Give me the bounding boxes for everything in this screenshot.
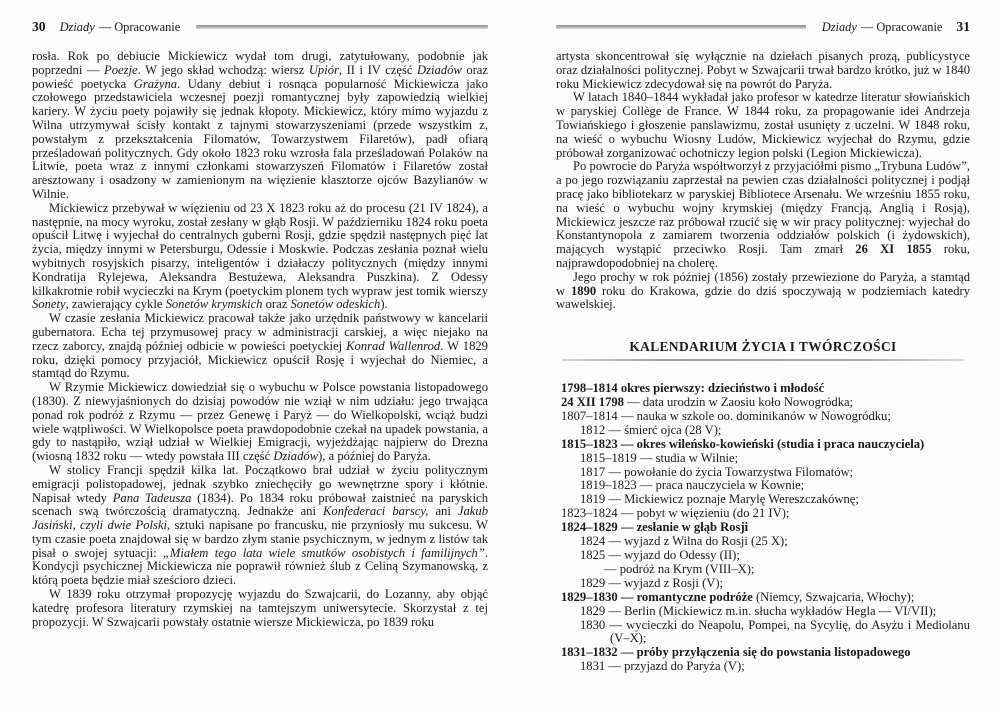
text-run: rosła. Rok po debiucie Mickiewicz wydał tom drugi, zatytułowany, podobnie jak poprzedni — [32, 49, 488, 77]
text-run: 1825 — wyjazd do Odessy (II); [580, 548, 740, 563]
timeline-entry [556, 549, 970, 563]
text-run: 1815–1819 — studia w Wilnie; [580, 450, 739, 465]
right-page-body [556, 50, 970, 312]
text-run: 1829 — Berlin (Mickiewicz m.in. słucha wykładów Hegla — VI/VII); [580, 603, 937, 618]
section-heading-kalendarium: KALENDARIUM ŻYCIA I TWÓRCZOŚCI [629, 339, 897, 355]
timeline-entry [556, 577, 970, 591]
timeline-entry [556, 452, 970, 466]
page-right-header [556, 20, 970, 34]
text-run: ani [428, 504, 458, 519]
page-number-right: 31 [956, 19, 970, 34]
timeline-entry [556, 466, 970, 480]
paragraph [556, 50, 970, 91]
timeline-entry [556, 479, 970, 493]
text-run: Pana Tadeusza [112, 490, 192, 505]
text-run: 1890 [570, 283, 597, 298]
text-run: Sonetów odeskich [290, 297, 381, 312]
text-run: Upiór [308, 62, 339, 77]
timeline-entry [556, 507, 970, 521]
page-left-header [32, 20, 488, 34]
timeline-entry [556, 521, 970, 535]
timeline-entry [556, 646, 970, 660]
text-run: „Miałem tego lata wiele smutków osobistych i familijnych” [162, 545, 485, 560]
text-run: oraz [262, 297, 291, 312]
text-run: . W 1829 roku, dzięki pomocy przyjaciół, Mickiewicz opuścił Rosję i wyjechał do Niemiec, a stamtąd do Rzymu. [32, 338, 488, 381]
timeline-entry [556, 493, 970, 507]
text-run: 1831–1832 — próby przyłączenia się do powstania listopadowego [561, 645, 911, 660]
paragraph [32, 312, 488, 381]
header-rule [556, 25, 806, 29]
timeline-entry [556, 591, 970, 605]
text-run: — data urodzin w Zaosiu koło Nowogródka; [623, 395, 854, 410]
text-run: oraz powieść poetycka [32, 62, 488, 91]
text-run: 1812 — śmierć ojca (28 V); [580, 422, 722, 437]
text-run: . Kondycji psychicznej Mickiewicza nie poprawił również ślub z Celiną Szymanowską, z którą poeta będzie miał sześcioro dzieci. [32, 545, 488, 588]
text-run: Mickiewicz przebywał w więzieniu od 23 X 1823 roku aż do procesu (21 IV 1824), a następnie, na mocy wyroku, został zesłany w głąb Rosji. W październiku 1824 roku poeta opuścił Litwę i wyjechał do centralnych guberni Rosji, gdzie spędził następnych pięć lat życia, między innymi w Petersburgu, Odessie i Moskwie. Podczas zesłania poznał wielu wybitnych rosyjskich pisarzy, inteligentów i działaczy politycznych (między innymi Kondratija Rylejewa, Aleksandra Bestużewa, Aleksandra Puszkina). Z Odessy kilkakrotnie robił wycieczki na Krym (poetyckim plonem tych wypraw jest tomik wierszy [32, 200, 488, 298]
text-run: 1829–1830 — romantyczne podróże [561, 589, 753, 604]
running-title-suffix: — Opracowanie [860, 20, 943, 34]
timeline-entry [556, 619, 970, 647]
text-run: . W jego skład wchodzą: wiersz [137, 62, 309, 77]
text-run: Jego prochy w rok później (1856) zostały przewiezione do Paryża, a stamtąd w [556, 269, 970, 298]
text-run: 26 XI 1855 [855, 242, 932, 257]
paragraph [556, 160, 970, 270]
text-run: , II i IV część [338, 62, 417, 77]
text-run: 1815–1823 — okres wileńsko-kowieński (studia i praca nauczyciela) [561, 436, 925, 451]
timeline-entry [556, 563, 970, 577]
text-run: Konrad Wallenrod [346, 338, 441, 353]
text-run: sztuki napisane po francusku, nie przyniosły mu sukcesu. W tym czasie poeta znajdował się w bardzo złym stanie psychicznym, w jednym z listów tak pisał o swojej sytuacji: [32, 518, 488, 560]
running-title-work: Dziady [59, 20, 95, 34]
text-run: , zawierający cykle [65, 297, 166, 312]
text-run: W 1839 roku otrzymał propozycję wyjazdu do Szwajcarii, do Lozanny, aby objąć katedrę profesora literatury rzymskiej na tamtejszym uniwersytecie. Skorzystał z tej propozycji. W Szwajcarii powstały ostatnie wiersze Mickiewicza, po 1839 roku [32, 587, 488, 629]
text-run: W latach 1840–1844 wykładał jako profesor w katedrze literatur słowiańskich w paryskiej Collège de France. W 1844 roku, za propagowanie idei Andrzeja Towiańskiego i głoszenie panslawizmu, został usunięty z uczelni. W 1848 roku, na wieść o wybuchu Wiosny Ludów, Mickiewicz wyjechał do Rzymu, gdzie próbował zorganizować ochotniczy legion polski (Legion Mickiewicza). [556, 90, 970, 160]
timeline-entry [556, 438, 970, 452]
text-run: (1834). Po 1834 roku próbował zaistnieć na paryskich scenach swą twórczością dramatyczną. Jednakże ani [32, 490, 488, 519]
text-run: 1824–1829 — zesłanie w głąb Rosji [561, 520, 749, 535]
text-run: 1819 — Mickiewicz poznaje Marylę Wereszczakównę; [580, 492, 859, 507]
running-title-right [822, 20, 943, 34]
running-title-work: Dziady [821, 20, 857, 34]
text-run: Sonetów krymskich [165, 297, 263, 312]
text-run: roku, najprawdopodobniej na cholerę. [556, 242, 970, 270]
text-run: Sonety [32, 297, 66, 312]
timeline-entry [556, 382, 970, 396]
left-page-body [32, 50, 488, 629]
text-run: 1831 — przyjazd do Paryża (V); [580, 659, 745, 674]
paragraph [556, 271, 970, 312]
text-run: roku do Krakowa, gdzie do dziś spoczywają w podziemiach katedry wawelskiej. [556, 283, 971, 312]
text-run: 1829 — wyjazd z Rosji (V); [580, 575, 724, 590]
paragraph [32, 50, 488, 202]
text-run: 24 XII 1798 [561, 395, 624, 410]
text-run: Grażyna [133, 76, 178, 91]
timeline-entry [556, 535, 970, 549]
page-number-left: 30 [32, 19, 46, 34]
text-run: 1817 — powołanie do życia Towarzystwa Filomatów; [580, 464, 854, 479]
running-title-suffix: — Opracowanie [98, 20, 181, 34]
page-right [556, 20, 970, 674]
text-run: 1807–1814 — nauka w szkole oo. dominikanów w Nowogródku; [561, 408, 891, 423]
text-run: ). [380, 297, 388, 312]
timeline-entry [556, 660, 970, 674]
text-run: 1824 — wyjazd z Wilna do Rosji (25 X); [580, 534, 788, 549]
running-title-left [60, 20, 181, 34]
header-rule [196, 25, 488, 29]
timeline-entry [556, 410, 970, 424]
text-run: Po powrocie do Paryża współtworzył z przyjaciółmi pismo „Trybuna Ludów”, a po jego rozwiązaniu zaprzestał na pewien czas działalności politycznej i podjął pracę jako bibliotekarz w paryskiej Bibliotece Arsenału. We wrześniu 1855 roku, na wieść o wybuchu wojny krymskiej (między Francją, Anglią i Rosją), Mickiewicz jeszcze raz próbował rzucić się w wir pracy politycznej: wyjechał do Konstantynopola z zamiarem tworzenia oddziałów polskich (i żydowskich), mających wystąpić przeciwko Rosji. Tam zmarł [556, 159, 970, 257]
text-run: Poezje [104, 62, 138, 77]
text-run: W czasie zesłania Mickiewicz pracował także jako urzędnik państwowy w kancelarii gubernatora. Echa tej przymusowej pracy w administracji carskiej, a więc niejako na rzecz zaborcy, znajdą później odbicie w powieści poetyckiej [32, 311, 488, 353]
timeline-entry [556, 605, 970, 619]
text-run: Jakub Jasiński, czyli dwie Polski, [32, 504, 488, 533]
text-run: ), a później do Paryża. [318, 449, 431, 464]
paragraph [32, 381, 488, 464]
text-run: Konfederaci barscy, [323, 504, 429, 519]
text-run: artysta skoncentrował się wyłącznie na dziełach pisanych prozą, publicystyce oraz działalności politycznej. Pobyt w Szwajcarii trwał bardzo krótko, już w 1840 roku Mickiewicz zdecydował się na powrót do Paryża. [556, 49, 970, 91]
paragraph [32, 464, 488, 588]
paragraph [32, 588, 488, 629]
text-run: W stolicy Francji spędził kilka lat. Początkowo brał udział w życiu politycznym emigracji polistopadowej, jednak szybko zniechęciły go wewnętrzne spory i kłótnie. Napisał wtedy [32, 462, 488, 505]
text-run: 1823–1824 — pobyt w więzieniu (do 21 IV); [561, 506, 790, 521]
timeline-entry [556, 396, 970, 410]
text-run: Dziadów [273, 449, 319, 464]
timeline-entry [556, 424, 970, 438]
text-run: W Rzymie Mickiewicz dowiedział się o wybuchu w Polsce powstania listopadowego (1830). Z niewyjaśnionych do dzisiaj powodów nie wziął w nim udziału: jego trwająca ponad rok podróż z Rzymu — przez Genewę i Paryż — do Wielkopolski, wciąż budzi wiele wątpliwości. W Wielkopolsce poeta prawdopodobnie czekał na upadek powstania, a gdy to nastąpiło, wziął udział w Wielkiej Emigracji, wyjeżdżając najpierw do Drezna (wiosną 1832 roku — wtedy powstała III część [32, 380, 488, 464]
text-run: 1798–1814 okres pierwszy: dzieciństwo i młodość [561, 381, 825, 396]
text-run: — podróż na Krym (VIII–X); [604, 561, 755, 576]
text-run: (Niemcy, Szwajcaria, Włochy); [752, 589, 915, 604]
text-run: Dziadów [416, 62, 462, 77]
paragraph [556, 91, 970, 160]
section-heading-rule [562, 359, 964, 361]
text-run: 1819–1823 — praca nauczyciela w Kownie; [580, 478, 805, 493]
text-run: 1830 — wycieczki do Neapolu, Pompei, na Sycylię, do Asyżu i Mediolanu (V–X); [580, 617, 970, 646]
timeline-kalendarium [556, 382, 970, 674]
paragraph [32, 202, 488, 312]
page-left [32, 20, 488, 629]
text-run: . Udany debiut i rosnąca popularność Mickiewicza jako czołowego przedstawiciela wczesnej poezji romantycznej były zapowiedzią wielkiej kariery. W życiu poety pojawiły się jednak kłopoty. Mickiewicz, który mimo wyjazdu z Wilna utrzymywał ścisły kontakt z tajnymi stowarzyszeniami (przede wszystkim z, powstałym z przekształcenia Filomatów, Towarzystwem Filaretów), padł ofiarą prześladowań politycznych. Gdy około 1823 roku wzrosła fala prześladowań Polaków na Litwie, poeta wraz z innymi członkami stowarzyszeń Filomatów i Filaretów został aresztowany i osadzony w zamienionym na więzienie klasztorze ojców Bazylianów w Wilnie. [32, 76, 488, 201]
